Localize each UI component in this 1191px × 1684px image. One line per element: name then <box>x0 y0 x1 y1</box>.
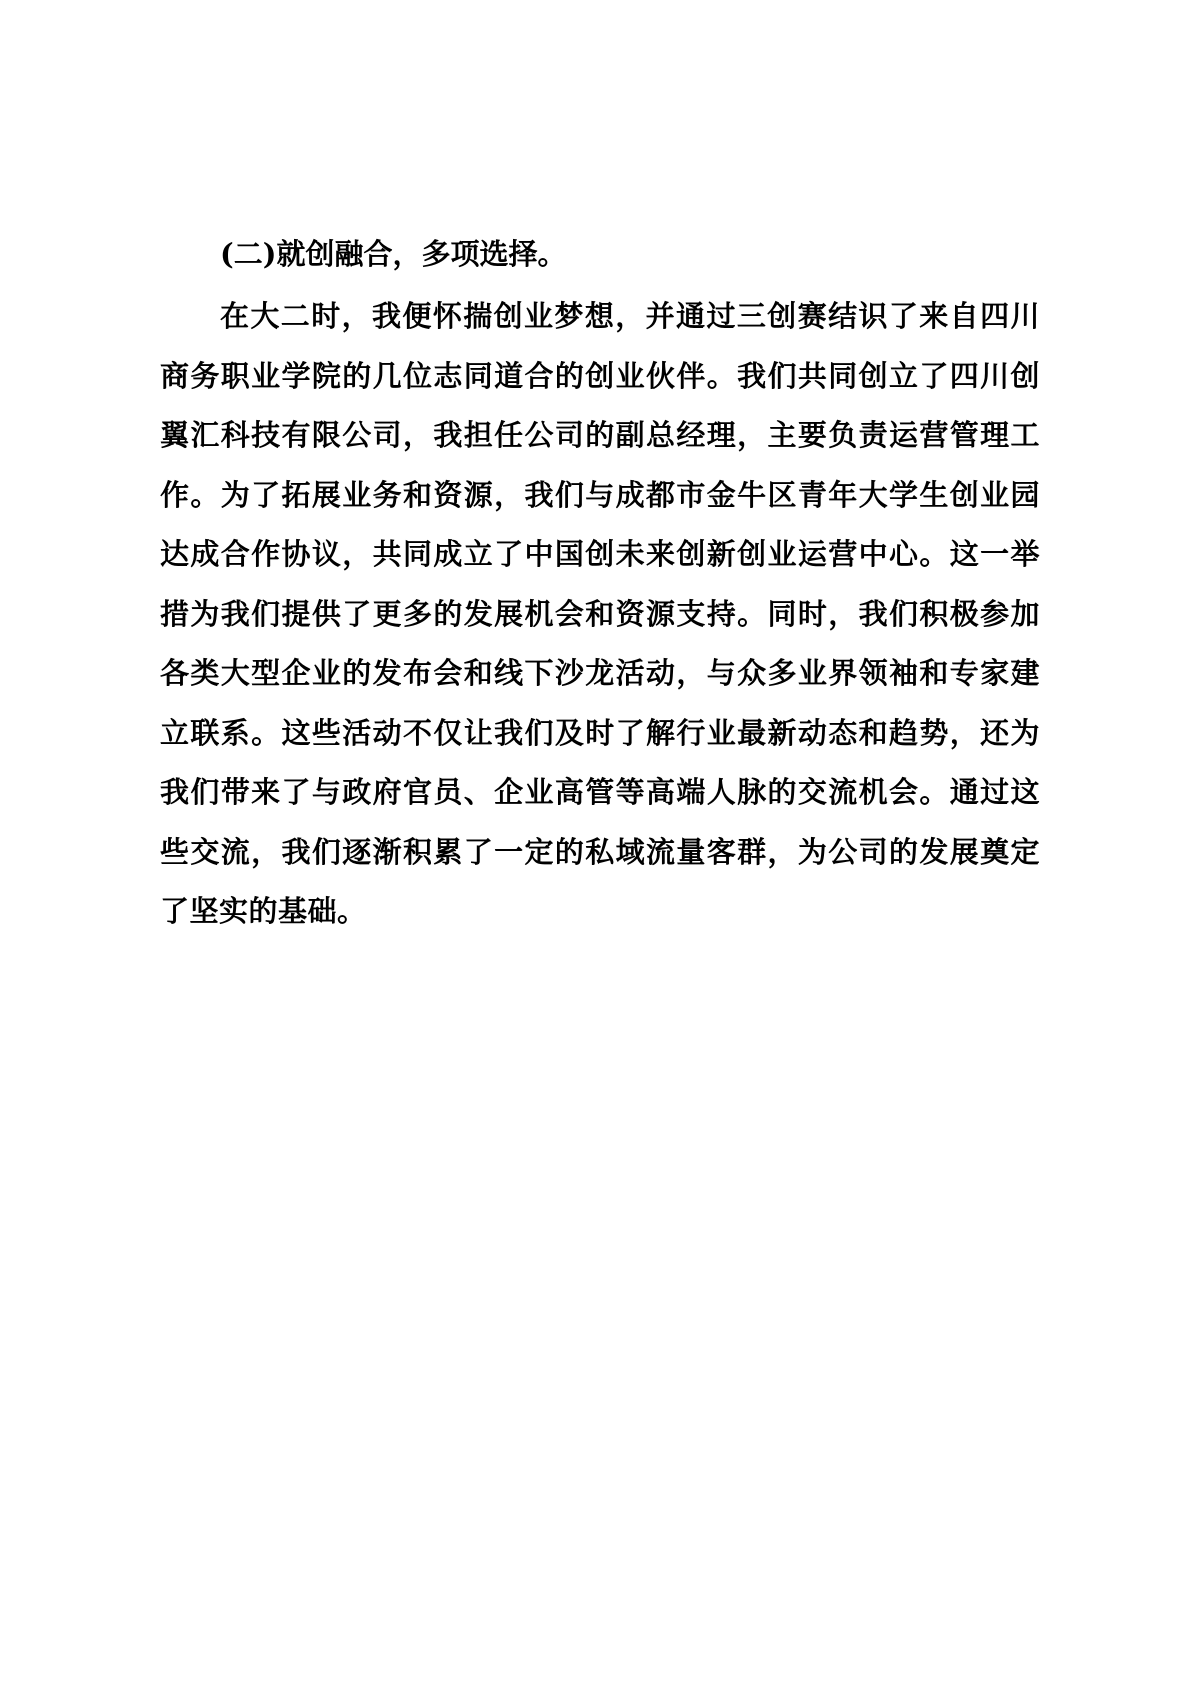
section-heading: (二)就创融合，多项选择。 <box>220 237 567 271</box>
document-body <box>160 222 1040 942</box>
body-paragraph: 在大二时，我便怀揣创业梦想，并通过三创赛结识了来自四川商务职业学院的几位志同道合的创业伙伴。我们共同创立了四川创翼汇科技有限公司，我担任公司的副总经理，主要负责运营管理工作。为了拓展业务和资源，我们与成都市金牛区青年大学生创业园达成合作协议，共同成立了中国创未来创新创业运营中心。这一举措为我们提供了更多的发展机会和资源支持。同时，我们积极参加各类大型企业的发布会和线下沙龙活动，与众多业界领袖和专家建立联系。这些活动不仅让我们及时了解行业最新动态和趋势，还为我们带来了与政府官员、企业高管等高端人脉的交流机会。通过这些交流，我们逐渐积累了一定的私域流量客群，为公司的发展奠定了坚实的基础。 <box>160 299 1040 928</box>
